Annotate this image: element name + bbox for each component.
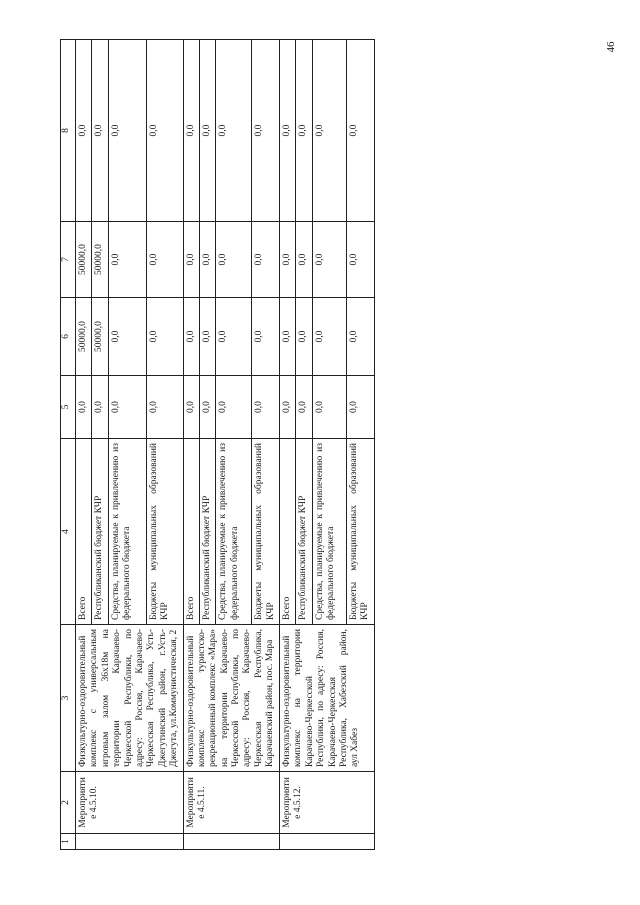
amount-c5: 0,0 [199, 376, 215, 439]
amount-c7: 50000,0 [76, 222, 92, 298]
amount-c6: 0,0 [146, 298, 183, 376]
amount-c7: 50000,0 [92, 222, 108, 298]
funding-source: Республиканский бюджет КЧР [296, 439, 312, 625]
amount-c6: 50000,0 [76, 298, 92, 376]
amount-c7: 0,0 [280, 222, 296, 298]
amount-c8: 0,0 [108, 40, 146, 222]
amount-c7: 0,0 [252, 222, 280, 298]
amount-c5: 0,0 [146, 376, 183, 439]
amount-c5: 0,0 [296, 376, 312, 439]
amount-c7: 0,0 [108, 222, 146, 298]
funding-source: Республиканский бюджет КЧР [199, 439, 215, 625]
row-number-cell [280, 834, 375, 850]
funding-source: Средства, планируемые к привлечению из федерального бюджета [312, 439, 346, 625]
amount-c7: 0,0 [146, 222, 183, 298]
amount-c6: 50000,0 [92, 298, 108, 376]
amount-c6: 0,0 [108, 298, 146, 376]
amount-c5: 0,0 [183, 376, 199, 439]
row-number-cell [183, 834, 280, 850]
col-header-5: 5 [61, 376, 76, 439]
amount-c6: 0,0 [346, 298, 374, 376]
amount-c6: 0,0 [216, 298, 252, 376]
object-description: Физкультурно-оздоровительный комплекс с универсальным игровым залом 36х18м на территории Карачаево-Черкесской Республики, по адресу: Россия, Карачаево-Черкесская Республика, Усть-Джегутинский район, г.Усть-Джегута, ул.Коммунистическая, 2 [76, 625, 184, 772]
amount-c8: 0,0 [92, 40, 108, 222]
col-header-2: 2 [61, 772, 76, 834]
page-number: 46 [605, 41, 617, 53]
amount-c8: 0,0 [296, 40, 312, 222]
funding-source: Всего [183, 439, 199, 625]
amount-c6: 0,0 [296, 298, 312, 376]
col-header-6: 6 [61, 298, 76, 376]
table-row [183, 40, 199, 850]
amount-c8: 0,0 [216, 40, 252, 222]
amount-c5: 0,0 [76, 376, 92, 439]
amount-c5: 0,0 [346, 376, 374, 439]
amount-c5: 0,0 [108, 376, 146, 439]
amount-c7: 0,0 [183, 222, 199, 298]
amount-c6: 0,0 [183, 298, 199, 376]
amount-c5: 0,0 [92, 376, 108, 439]
col-header-8: 8 [61, 40, 76, 222]
amount-c8: 0,0 [312, 40, 346, 222]
amount-c8: 0,0 [280, 40, 296, 222]
col-header-7: 7 [61, 222, 76, 298]
amount-c8: 0,0 [252, 40, 280, 222]
object-description: Физкультурно-оздоровительный комплекс туристско-рекреационный комплекс «Мара» на территории Карачаево-Черкесской Республики, по адресу: Россия, Карачаево-Черкесская Республика, Карачаевский район, пос. Мара [183, 625, 280, 772]
amount-c5: 0,0 [252, 376, 280, 439]
object-description: Физкультурно-оздоровительный комплекс на территории Карачаево-Черкесской Республики, по адресу: Россия, Карачаево-Черкесская Республика, Хабезский район, аул Хабез [280, 625, 375, 772]
amount-c5: 0,0 [312, 376, 346, 439]
amount-c8: 0,0 [346, 40, 374, 222]
amount-c8: 0,0 [146, 40, 183, 222]
amount-c6: 0,0 [280, 298, 296, 376]
amount-c7: 0,0 [216, 222, 252, 298]
amount-c8: 0,0 [199, 40, 215, 222]
budget-table [60, 39, 375, 850]
rotated-table-area [60, 40, 635, 850]
amount-c6: 0,0 [252, 298, 280, 376]
amount-c7: 0,0 [346, 222, 374, 298]
amount-c5: 0,0 [216, 376, 252, 439]
funding-source: Средства, планируемые к привлечению из федерального бюджета [108, 439, 146, 625]
measure-name: Мероприятие 4.5.11. [183, 772, 280, 834]
table-row [280, 40, 296, 850]
amount-c7: 0,0 [296, 222, 312, 298]
header-row [61, 40, 76, 850]
funding-source: Всего [76, 439, 92, 625]
funding-source: Бюджеты муниципальных образований КЧР [252, 439, 280, 625]
measure-name: Мероприятие 4.5.10. [76, 772, 184, 834]
funding-source: Всего [280, 439, 296, 625]
col-header-4: 4 [61, 439, 76, 625]
amount-c6: 0,0 [312, 298, 346, 376]
funding-source: Республиканский бюджет КЧР [92, 439, 108, 625]
amount-c7: 0,0 [312, 222, 346, 298]
col-header-3: 3 [61, 625, 76, 772]
amount-c6: 0,0 [199, 298, 215, 376]
funding-source: Бюджеты муниципальных образований КЧР [346, 439, 374, 625]
col-header-1: 1 [61, 834, 76, 850]
measure-name: Мероприятие 4.5.12. [280, 772, 375, 834]
amount-c8: 0,0 [76, 40, 92, 222]
amount-c8: 0,0 [183, 40, 199, 222]
table-row [76, 40, 92, 850]
amount-c5: 0,0 [280, 376, 296, 439]
funding-source: Средства, планируемые к привлечению из федерального бюджета [216, 439, 252, 625]
funding-source: Бюджеты муниципальных образований КЧР [146, 439, 183, 625]
row-number-cell [76, 834, 184, 850]
amount-c7: 0,0 [199, 222, 215, 298]
